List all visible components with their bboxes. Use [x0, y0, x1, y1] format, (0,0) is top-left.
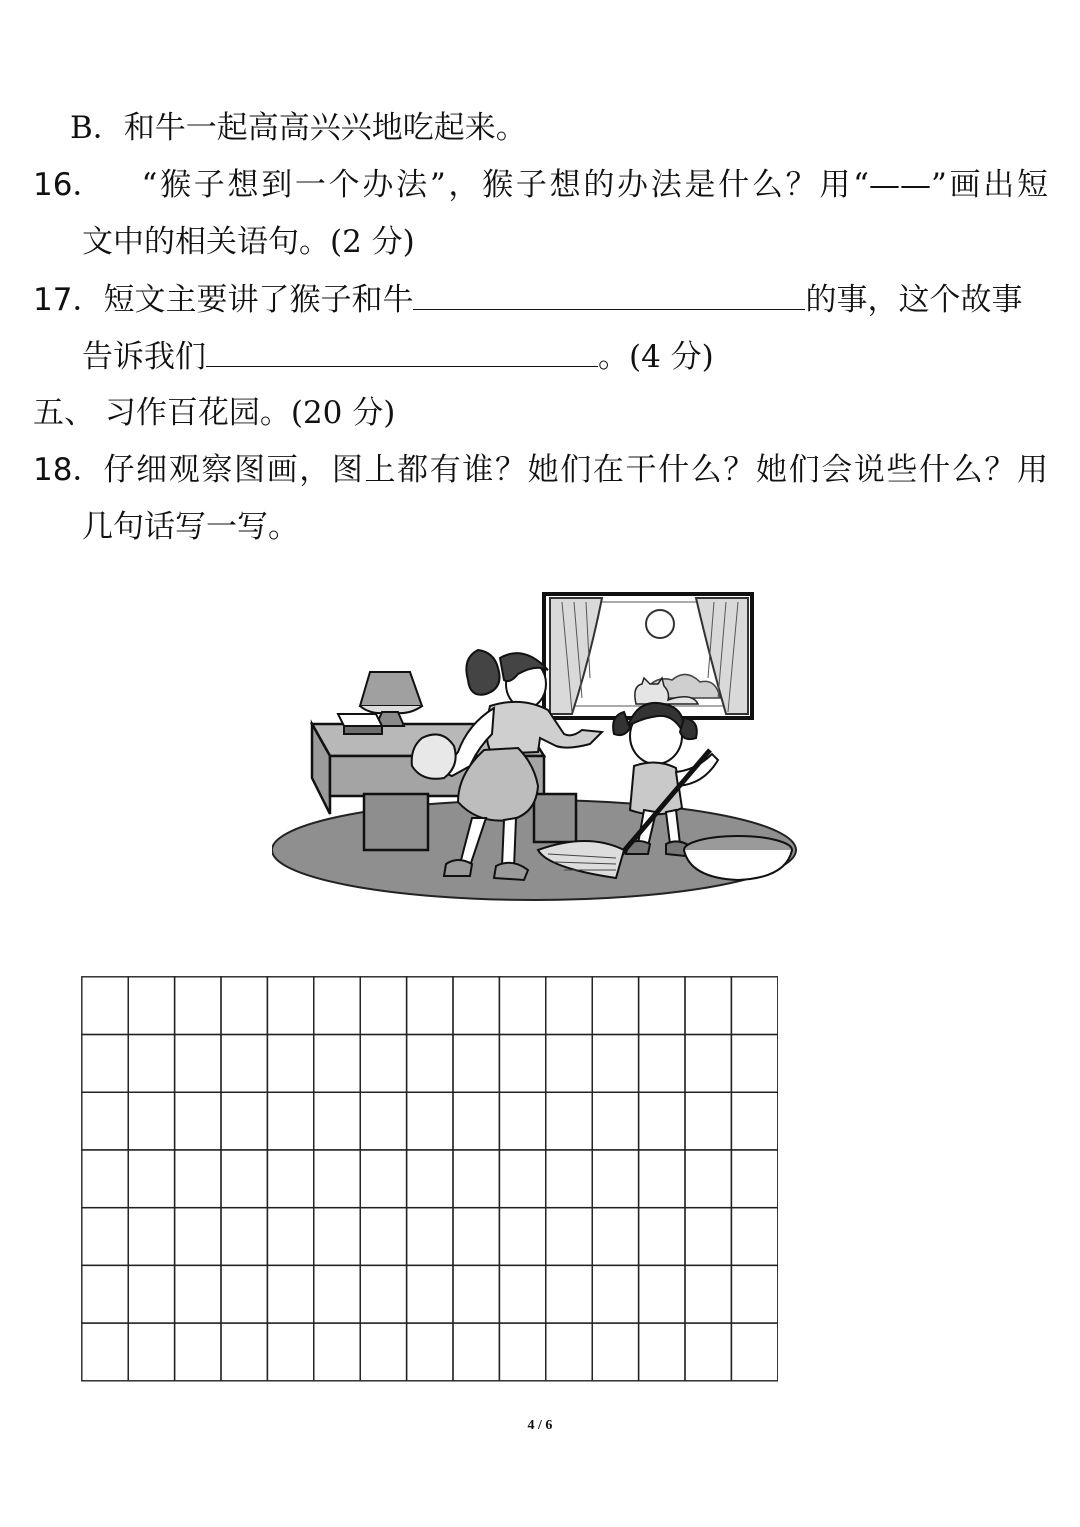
grid-cell[interactable] — [685, 1208, 731, 1266]
grid-cell[interactable] — [128, 1208, 174, 1266]
grid-cell[interactable] — [407, 1265, 453, 1323]
q18-text-2: 几句话写一写。 — [82, 509, 299, 545]
page-number: 4 / 6 — [527, 1418, 553, 1433]
q17-text-1b: 的事，这个故事 — [805, 282, 1023, 318]
grid-cell[interactable] — [314, 1265, 360, 1323]
q18-line-1 — [33, 450, 1048, 490]
q17-line-1 — [33, 279, 1048, 320]
grid-cell[interactable] — [128, 977, 174, 1035]
grid-cell[interactable] — [685, 1150, 731, 1208]
grid-cell[interactable] — [360, 1265, 406, 1323]
q18-line-2 — [82, 507, 299, 547]
grid-cell[interactable] — [639, 1323, 685, 1381]
grid-cell[interactable] — [453, 1323, 499, 1381]
grid-cell[interactable] — [407, 977, 453, 1035]
window — [544, 594, 752, 718]
grid-cell[interactable] — [731, 1208, 777, 1266]
grid-cell[interactable] — [546, 977, 592, 1035]
grid-cell[interactable] — [592, 1092, 638, 1150]
grid-cell[interactable] — [407, 1150, 453, 1208]
grid-cell[interactable] — [175, 1323, 221, 1381]
grid-cell[interactable] — [499, 1150, 545, 1208]
grid-cell[interactable] — [639, 1092, 685, 1150]
grid-cell[interactable] — [314, 1208, 360, 1266]
grid-cell[interactable] — [453, 1092, 499, 1150]
grid-cell[interactable] — [175, 1092, 221, 1150]
grid-cell[interactable] — [360, 1092, 406, 1150]
q17-text-2a: 告诉我们 — [82, 339, 206, 375]
grid-cell[interactable] — [731, 1150, 777, 1208]
grid-cell[interactable] — [314, 1323, 360, 1381]
q17-line-2 — [82, 336, 714, 377]
grid-cell[interactable] — [499, 1035, 545, 1093]
grid-cell[interactable] — [360, 1035, 406, 1093]
grid-cell[interactable] — [499, 1092, 545, 1150]
grid-cell[interactable] — [639, 977, 685, 1035]
grid-cell[interactable] — [267, 1092, 313, 1150]
grid-cell[interactable] — [128, 1035, 174, 1093]
grid-cell[interactable] — [360, 1323, 406, 1381]
grid-cell[interactable] — [685, 1092, 731, 1150]
q17-answer-blank-1[interactable] — [413, 279, 805, 310]
q17-number: 17． — [33, 282, 104, 318]
grid-cell[interactable] — [221, 977, 267, 1035]
q17-answer-blank-2[interactable] — [206, 336, 598, 367]
grid-cell[interactable] — [175, 1208, 221, 1266]
grid-cell[interactable] — [82, 977, 128, 1035]
grid-cell[interactable] — [360, 977, 406, 1035]
grid-cell[interactable] — [360, 1208, 406, 1266]
grid-cell[interactable] — [731, 1092, 777, 1150]
grid-cell[interactable] — [267, 1150, 313, 1208]
grid-cell[interactable] — [592, 1208, 638, 1266]
grid-cell[interactable] — [314, 1150, 360, 1208]
grid-cell[interactable] — [453, 1208, 499, 1266]
grid-cell[interactable] — [546, 1150, 592, 1208]
grid-cell[interactable] — [407, 1035, 453, 1093]
grid-cell[interactable] — [221, 1092, 267, 1150]
q16-text-1: “猴子想到一个办法”，猴子想的办法是什么？用“——”画出短 — [141, 167, 1048, 203]
grid-cell[interactable] — [407, 1092, 453, 1150]
grid-cell[interactable] — [546, 1208, 592, 1266]
grid-cell[interactable] — [82, 1265, 128, 1323]
q17-text-1a: 短文主要讲了猴子和牛 — [103, 282, 414, 318]
grid-cell[interactable] — [546, 1323, 592, 1381]
grid-cell[interactable] — [453, 1035, 499, 1093]
q18-number: 18． — [33, 452, 104, 488]
grid-cell[interactable] — [685, 1265, 731, 1323]
grid-cell[interactable] — [453, 1265, 499, 1323]
grid-cell[interactable] — [267, 1265, 313, 1323]
grid-cell[interactable] — [314, 977, 360, 1035]
grid-cell[interactable] — [175, 977, 221, 1035]
grid-cell[interactable] — [175, 1265, 221, 1323]
grid-cell[interactable] — [82, 1150, 128, 1208]
grid-cell[interactable] — [221, 1208, 267, 1266]
grid-cell[interactable] — [221, 1323, 267, 1381]
grid-cell[interactable] — [731, 1323, 777, 1381]
cleaning-illustration — [272, 588, 808, 906]
grid-cell[interactable] — [592, 1323, 638, 1381]
grid-cell[interactable] — [453, 977, 499, 1035]
grid-cell[interactable] — [82, 1208, 128, 1266]
q16-line-1 — [33, 165, 1048, 205]
grid-cell[interactable] — [731, 977, 777, 1035]
section-5-heading — [33, 393, 395, 433]
grid-cell[interactable] — [546, 1265, 592, 1323]
grid-cell[interactable] — [592, 1035, 638, 1093]
grid-cell[interactable] — [360, 1150, 406, 1208]
grid-cell[interactable] — [592, 1150, 638, 1208]
grid-cell[interactable] — [731, 1035, 777, 1093]
q16-line-2 — [82, 222, 415, 262]
grid-cell[interactable] — [499, 1323, 545, 1381]
grid-cell[interactable] — [592, 977, 638, 1035]
grid-cell[interactable] — [82, 1035, 128, 1093]
grid-cell[interactable] — [267, 977, 313, 1035]
grid-cell[interactable] — [267, 1208, 313, 1266]
q16-text-2: 文中的相关语句。(2 分) — [82, 224, 415, 260]
grid-cell[interactable] — [592, 1265, 638, 1323]
grid-cell[interactable] — [546, 1092, 592, 1150]
grid-cell[interactable] — [453, 1150, 499, 1208]
grid-cell[interactable] — [685, 1323, 731, 1381]
q16-number: 16． — [33, 167, 104, 203]
grid-cell[interactable] — [221, 1265, 267, 1323]
grid-cell[interactable] — [128, 1150, 174, 1208]
grid-cell[interactable] — [314, 1035, 360, 1093]
grid-cell[interactable] — [499, 1265, 545, 1323]
q15-option-b — [70, 108, 527, 148]
grid-cell[interactable] — [267, 1323, 313, 1381]
grid-cell[interactable] — [407, 1208, 453, 1266]
grid-cell[interactable] — [221, 1035, 267, 1093]
grid-cell[interactable] — [221, 1150, 267, 1208]
grid-cell[interactable] — [82, 1092, 128, 1150]
grid-cell[interactable] — [128, 1265, 174, 1323]
grid-cell[interactable] — [499, 977, 545, 1035]
grid-cell[interactable] — [175, 1035, 221, 1093]
grid-cell[interactable] — [82, 1323, 128, 1381]
grid-cell[interactable] — [685, 1035, 731, 1093]
q15-option-b-text: B．和牛一起高高兴兴地吃起来。 — [70, 110, 527, 146]
writing-grid[interactable] — [81, 976, 778, 1382]
grid-cell[interactable] — [128, 1092, 174, 1150]
grid-cell[interactable] — [314, 1092, 360, 1150]
grid-cell[interactable] — [175, 1150, 221, 1208]
q18-text-1: 仔细观察图画，图上都有谁？她们在干什么？她们会说些什么？用 — [103, 452, 1048, 488]
grid-cell[interactable] — [639, 1208, 685, 1266]
q17-text-2b: 。(4 分) — [598, 339, 714, 375]
grid-cell[interactable] — [731, 1265, 777, 1323]
grid-cell[interactable] — [639, 1035, 685, 1093]
section-5-title: 五、 习作百花园。(20 分) — [33, 395, 396, 431]
grid-cell[interactable] — [685, 977, 731, 1035]
grid-cell[interactable] — [546, 1035, 592, 1093]
grid-cell[interactable] — [639, 1150, 685, 1208]
grid-cell[interactable] — [267, 1035, 313, 1093]
grid-cell[interactable] — [407, 1323, 453, 1381]
grid-cell[interactable] — [639, 1265, 685, 1323]
book — [338, 714, 382, 734]
grid-cell[interactable] — [499, 1208, 545, 1266]
grid-cell[interactable] — [128, 1323, 174, 1381]
